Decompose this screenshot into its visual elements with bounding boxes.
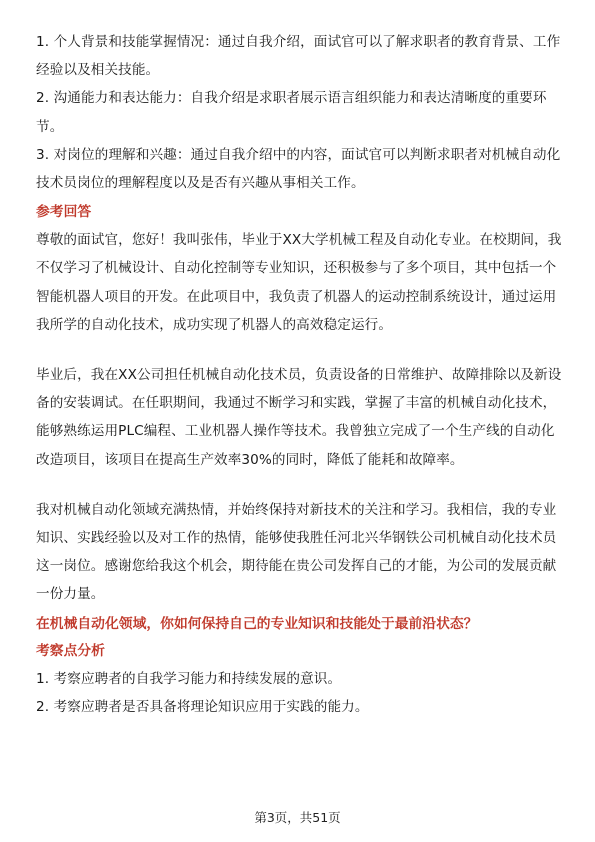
intro-point: 1. 个人背景和技能掌握情况：通过自我介绍，面试官可以了解求职者的教育背景、工作经验以及相关技能。 <box>36 34 561 79</box>
intro-point: 3. 对岗位的理解和兴趣：通过自我介绍中的内容，面试官可以判断求职者对机械自动化技术员岗位的理解程度以及是否有兴趣从事相关工作。 <box>36 146 561 192</box>
answer-paragraph: 毕业后，我在XX公司担任机械自动化技术员，负责设备的日常维护、故障排除以及新设备的安装调试。在任职期间，我通过不断学习和实践，掌握了丰富的机械自动化技术，能够熟练运用PLC编程、工业机器人操作等技术。我曾独立完成了一个生产线的自动化改造项目，该项目在提高生产效率30%的同时，降低了能耗和故障率。 <box>36 367 562 468</box>
intro-point: 2. 沟通能力和表达能力：自我介绍是求职者展示语言组织能力和表达清晰度的重要环节。 <box>36 90 547 135</box>
answer-heading: 参考回答 <box>36 204 92 221</box>
analysis-point: 2. 考察应聘者是否具备将理论知识应用于实践的能力。 <box>36 698 369 715</box>
answer-paragraph: 我对机械自动化领域充满热情，并始终保持对新技术的关注和学习。我相信，我的专业知识、实践经验以及对工作的热情，能够使我胜任河北兴华钢铁公司机械自动化技术员这一岗位。感谢您给我这个机会，期待能在贵公司发挥自己的才能，为公司的发展贡献一份力量。 <box>36 501 557 603</box>
analysis-point: 1. 考察应聘者的自我学习能力和持续发展的意识。 <box>36 670 342 687</box>
analysis-heading: 考察点分析 <box>36 642 105 659</box>
question-heading: 在机械自动化领域，你如何保持自己的专业知识和技能处于最前沿状态？ <box>36 615 478 632</box>
document-page <box>36 28 566 721</box>
page-number: 第3页，共51页 <box>254 810 341 825</box>
answer-paragraph: 尊敬的面试官，您好！我叫张伟，毕业于XX大学机械工程及自动化专业。在校期间，我不仅学习了机械设计、自动化控制等专业知识，还积极参与了多个项目，其中包括一个智能机器人项目的开发。在此项目中，我负责了机器人的运动控制系统设计，通过运用我所学的自动化技术，成功实现了机器人的高效稳定运行。 <box>36 232 562 333</box>
